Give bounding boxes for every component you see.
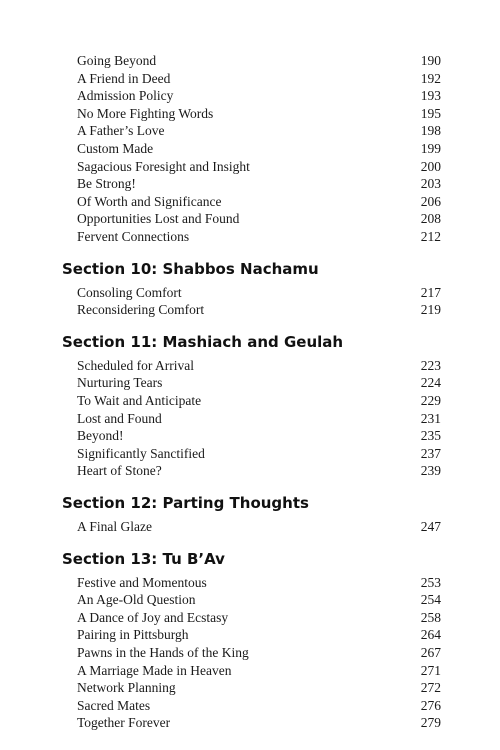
entry-title: Going Beyond (77, 53, 157, 68)
entry-title: Reconsidering Comfort (77, 302, 205, 318)
entry-page-number: 271 (420, 662, 441, 678)
entry-title: Opportunities Lost and Found (77, 211, 240, 227)
entry-title: Pairing in Pittsburgh (77, 627, 189, 643)
entry-title: A Father’s Love (77, 123, 165, 139)
entry-page-number: 217 (420, 284, 441, 300)
entry-title: Beyond! (77, 428, 124, 444)
section-heading (62, 492, 309, 514)
entry-page-number: 267 (420, 645, 441, 660)
entry-page-number: 190 (420, 53, 441, 68)
section-title: Section 12: Parting Thoughts (62, 494, 309, 512)
entry-page-number: 229 (420, 393, 441, 408)
toc-entry[interactable] (77, 140, 441, 158)
toc-entry[interactable] (77, 357, 441, 375)
toc-entry[interactable] (77, 662, 441, 680)
section-title: Section 10: Shabbos Nachamu (62, 259, 319, 278)
entry-page-number: 203 (420, 176, 441, 192)
entry-page-number: 212 (420, 229, 441, 244)
section-heading (62, 548, 225, 570)
entry-title: Network Planning (77, 680, 176, 696)
entry-page-number: 235 (420, 428, 441, 444)
toc-entry[interactable] (77, 210, 441, 228)
entry-title: A Marriage Made in Heaven (77, 662, 232, 678)
toc-entry[interactable] (77, 228, 441, 246)
entry-title: Custom Made (77, 141, 154, 156)
entry-page-number: 272 (420, 680, 441, 696)
entry-page-number: 195 (420, 105, 441, 121)
toc-entry[interactable] (77, 122, 441, 140)
entry-title: To Wait and Anticipate (77, 393, 202, 408)
section-title: Section 13: Tu B’Av (62, 549, 225, 568)
entry-title: Festive and Momentous (77, 574, 207, 590)
toc-entry[interactable] (77, 175, 441, 193)
entry-page-number: 193 (420, 88, 441, 104)
entry-title: Of Worth and Significance (77, 193, 222, 209)
toc-entry[interactable] (77, 70, 441, 88)
section-heading (62, 331, 343, 353)
entry-page-number: 264 (420, 627, 441, 643)
entry-title: Sacred Mates (77, 697, 151, 713)
toc-entry[interactable] (77, 374, 441, 392)
toc-entry[interactable] (77, 410, 441, 428)
entry-title: No More Fighting Words (77, 105, 214, 121)
toc-entry[interactable] (77, 714, 441, 732)
toc-entry[interactable] (77, 87, 441, 105)
entry-page-number: 254 (420, 592, 441, 608)
toc-entry[interactable] (77, 462, 441, 480)
entry-page-number: 199 (420, 141, 441, 156)
section-heading (62, 258, 319, 280)
toc-entry[interactable] (77, 158, 441, 176)
toc-entry[interactable] (77, 626, 441, 644)
section-title: Section 11: Mashiach and Geulah (62, 332, 344, 351)
entry-page-number: 247 (420, 519, 441, 534)
entry-title: Admission Policy (77, 88, 174, 104)
toc-entry[interactable] (77, 284, 441, 302)
entry-page-number: 192 (420, 70, 441, 86)
entry-page-number: 219 (420, 302, 441, 318)
entry-page-number: 231 (420, 410, 441, 426)
entry-title: A Friend in Deed (77, 70, 171, 86)
entry-page-number: 279 (420, 715, 441, 731)
toc-entry[interactable] (77, 697, 441, 715)
entry-page-number: 224 (420, 375, 441, 391)
toc-entry[interactable] (77, 427, 441, 445)
toc-entry[interactable] (77, 445, 441, 463)
entry-title: A Dance of Joy and Ecstasy (77, 609, 229, 625)
entry-title: Fervent Connections (77, 229, 190, 244)
entry-page-number: 276 (420, 697, 441, 713)
toc-entry[interactable] (77, 609, 441, 627)
entry-title: Together Forever (77, 715, 171, 731)
entry-title: Sagacious Foresight and Insight (77, 158, 250, 174)
entry-title: A Final Glaze (77, 519, 152, 534)
entry-title: Lost and Found (77, 410, 162, 426)
entry-page-number: 223 (420, 357, 441, 373)
entry-page-number: 208 (420, 211, 441, 227)
entry-page-number: 200 (420, 158, 441, 174)
toc-entry[interactable] (77, 574, 441, 592)
entry-page-number: 239 (420, 463, 441, 479)
toc-entry[interactable] (77, 392, 441, 410)
toc-entry[interactable] (77, 105, 441, 123)
toc-entry[interactable] (77, 518, 441, 536)
entry-page-number: 198 (420, 123, 441, 139)
entry-title: Scheduled for Arrival (77, 357, 194, 373)
toc-entry[interactable] (77, 301, 441, 319)
entry-page-number: 258 (420, 609, 441, 625)
entry-page-number: 253 (420, 574, 441, 590)
entry-title: Pawns in the Hands of the King (77, 645, 249, 660)
entry-title: Significantly Sanctified (77, 445, 205, 461)
entry-title: Be Strong! (77, 176, 136, 192)
toc-entry[interactable] (77, 679, 441, 697)
entry-page-number: 237 (420, 445, 441, 461)
toc-entry[interactable] (77, 193, 441, 211)
entry-title: Heart of Stone? (77, 463, 162, 479)
entry-title: Consoling Comfort (77, 284, 182, 300)
entry-page-number: 206 (420, 193, 441, 209)
entry-title: Nurturing Tears (77, 375, 163, 391)
toc-entry[interactable] (77, 52, 441, 70)
toc-entry[interactable] (77, 644, 441, 662)
entry-title: An Age-Old Question (77, 592, 196, 608)
toc-entry[interactable] (77, 591, 441, 609)
